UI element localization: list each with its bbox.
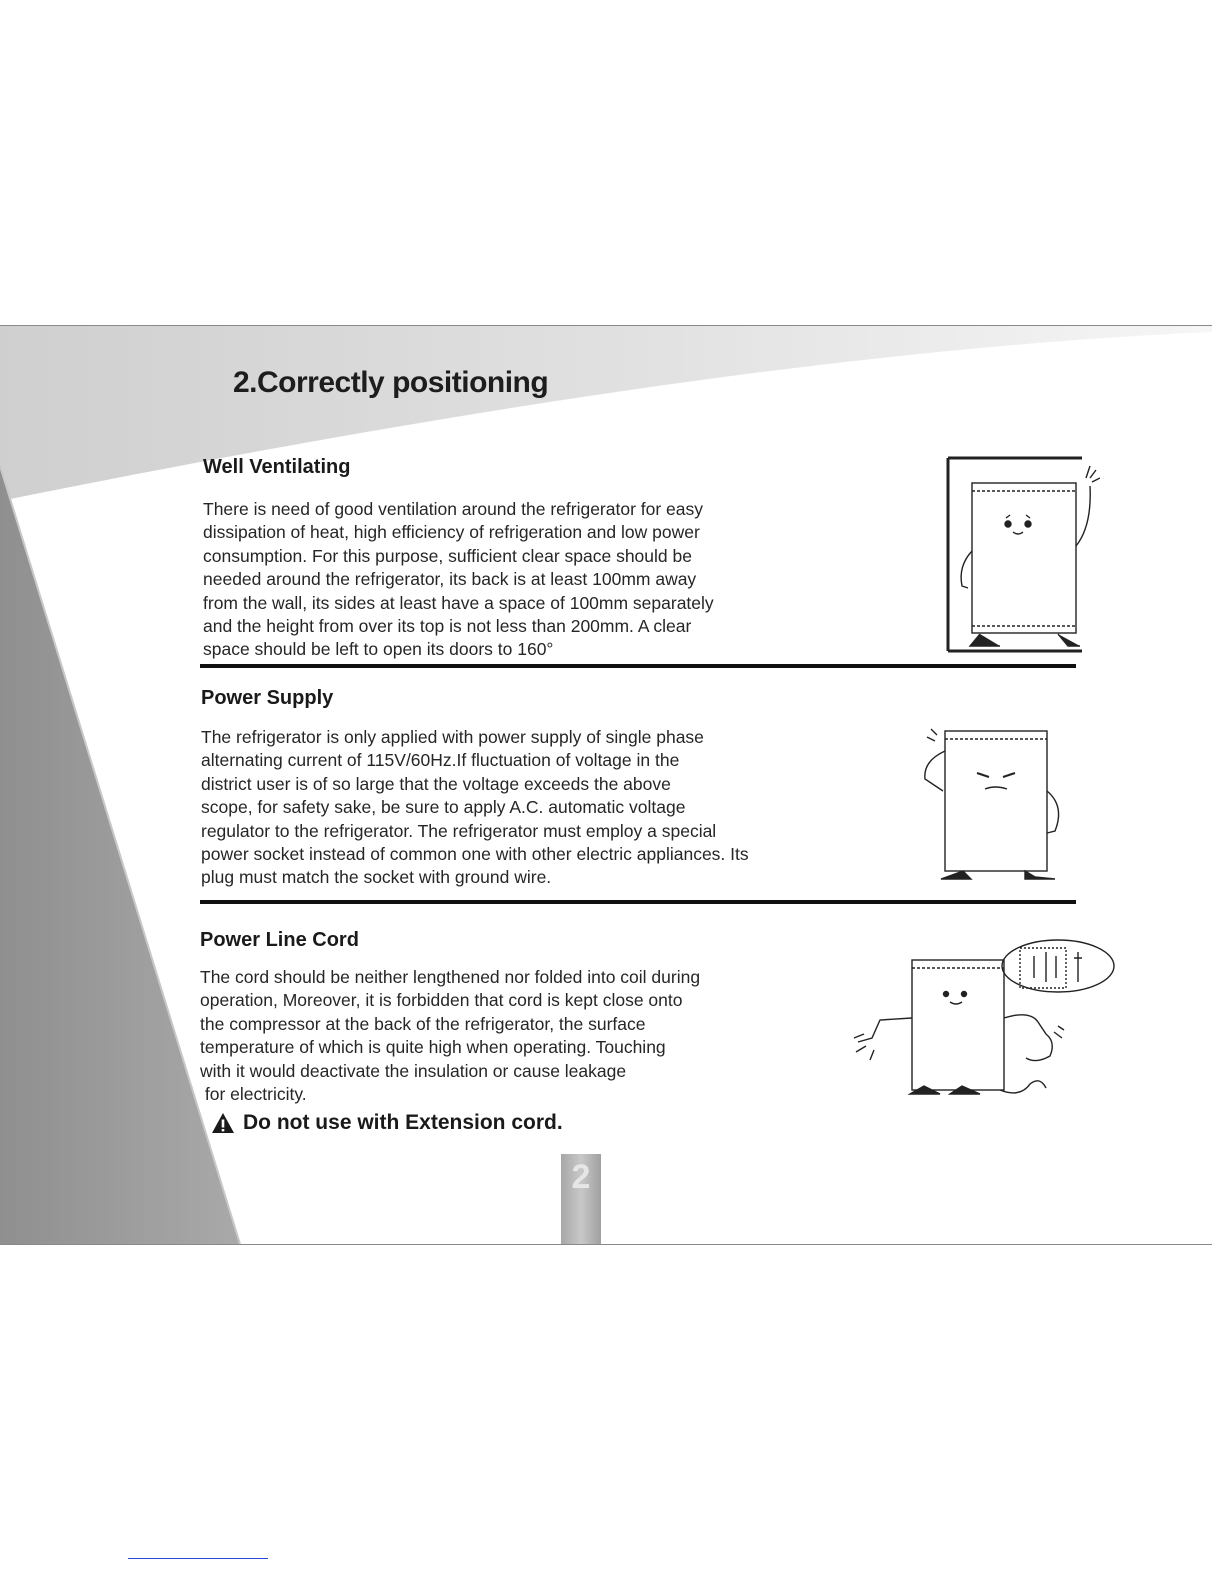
fridge-plug-illustration [850,938,1115,1108]
page-number: 2 [571,1158,591,1196]
section-heading-power-supply: Power Supply [201,687,334,709]
section-heading-power-line-cord: Power Line Cord [200,929,359,951]
manual-page [0,325,1212,1245]
section-body-power-supply: The refrigerator is only applied with power supply of single phase alternating current of 115V/60Hz.If fluctuation of voltage in the district user is of so large that the voltage exceeds the above scope, for safety sake, be sure to apply A.C. automatic voltage regulator to the refrigerator. The refrigerator must employ a special power socket instead of common one with other electric appliances. Its plug must match the socket with ground wire. [201,727,749,888]
warning-triangle-icon [211,1112,235,1134]
page-title: 2.Correctly positioning [233,366,549,399]
page-number-tab [561,1154,601,1244]
footer-link-underline [128,1558,268,1559]
section-divider [200,900,1076,904]
warning-text: Do not use with Extension cord. [243,1111,563,1134]
warning-notice [211,1111,563,1135]
section-heading-well-ventilating: Well Ventilating [203,456,351,478]
section-divider [200,664,1076,668]
section-body-well-ventilating: There is need of good ventilation around the refrigerator for easy dissipation of heat, high efficiency of refrigeration and low power consumption. For this purpose, sufficient clear space should be needed around the refrigerator, its back is at least 100mm away from the wall, its sides at least have a space of 100mm separately and the height from over its top is not less than 200mm. A clear space should be left to open its doors to 160° [203,499,714,660]
fridge-angry-illustration [915,721,1075,896]
fridge-waving-illustration [940,456,1100,656]
section-body-power-line-cord: The cord should be neither lengthened nor folded into coil during operation, Moreover, it is forbidden that cord is kept close onto the compressor at the back of the refrigerator, the surface temperature of which is quite high when operating. Touching with it would deactivate the insulation or cause leakage for electricity. [200,967,701,1105]
